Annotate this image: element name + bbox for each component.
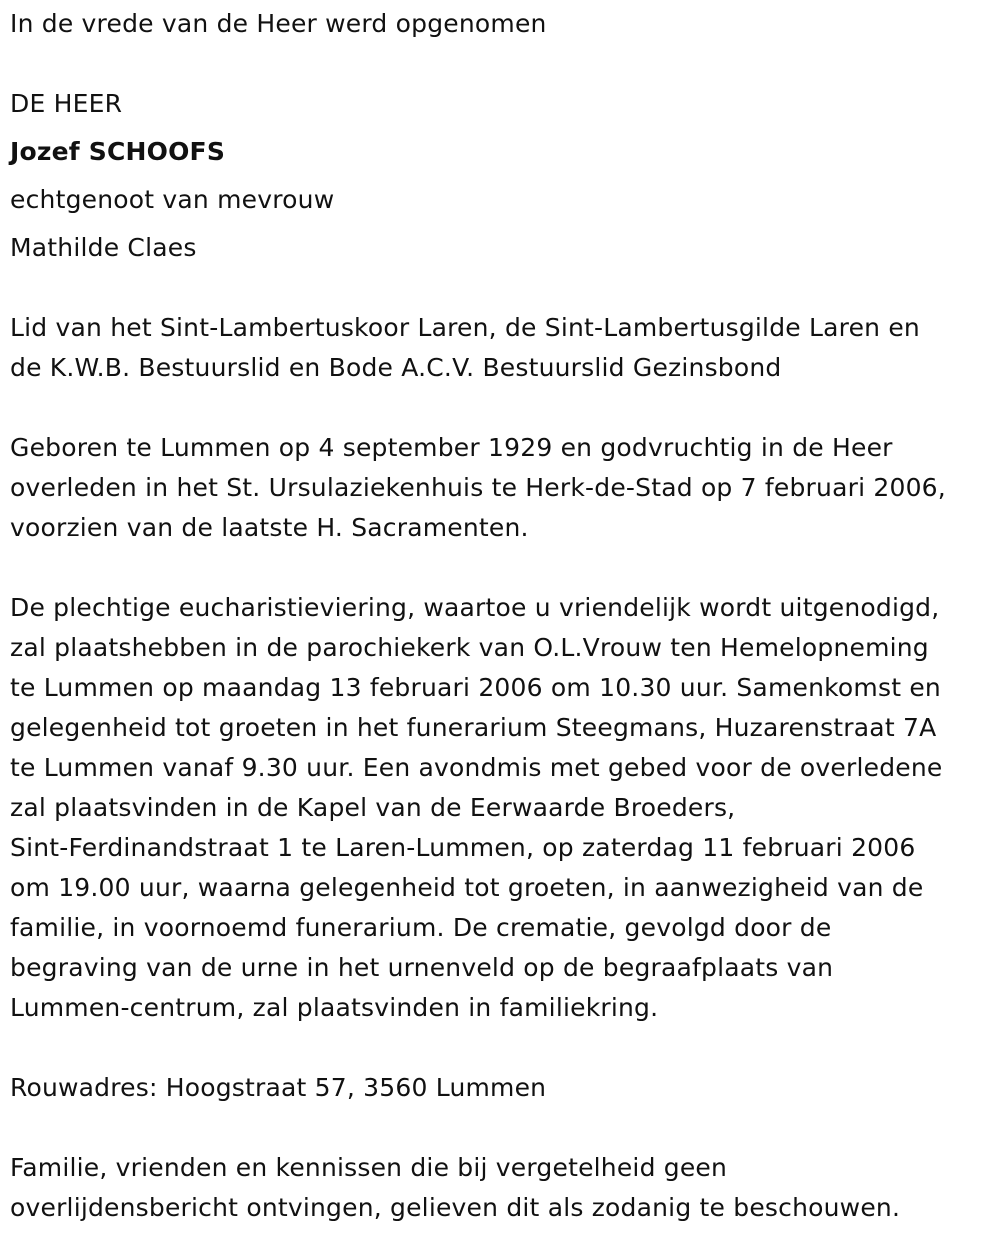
ceremony-line: zal plaatshebben in de parochiekerk van O.L.Vrouw ten Hemelopneming: [10, 633, 929, 662]
spouse-name: Mathilde Claes: [10, 233, 197, 262]
spouse-relation: echtgenoot van mevrouw: [10, 185, 335, 214]
ceremony-line: begraving van de urne in het urnenveld op de begraafplaats van: [10, 953, 834, 982]
ceremony-line: gelegenheid tot groeten in het funerarium Steegmans, Huzarenstraat 7A: [10, 713, 937, 742]
ceremony-line: Lummen-centrum, zal plaatsvinden in familiekring.: [10, 993, 659, 1022]
deceased-name: Jozef SCHOOFS: [10, 137, 226, 166]
title-prefix: DE HEER: [10, 89, 123, 118]
notice-heading: In de vrede van de Heer werd opgenomen: [10, 9, 547, 38]
ceremony-line: De plechtige eucharistieviering, waartoe u vriendelijk wordt uitgenodigd,: [10, 593, 940, 622]
ceremony-line: te Lummen vanaf 9.30 uur. Een avondmis met gebed voor de overledene: [10, 753, 943, 782]
memberships-line: de K.W.B. Bestuurslid en Bode A.C.V. Bestuurslid Gezinsbond: [10, 353, 782, 382]
birth-death-line: overleden in het St. Ursulaziekenhuis te Herk-de-Stad op 7 februari 2006,: [10, 473, 946, 502]
ceremony-line: om 19.00 uur, waarna gelegenheid tot groeten, in aanwezigheid van de: [10, 873, 924, 902]
ceremony-line: te Lummen op maandag 13 februari 2006 om 10.30 uur. Samenkomst en: [10, 673, 941, 702]
closing-line: Familie, vrienden en kennissen die bij vergetelheid geen: [10, 1153, 728, 1182]
ceremony-line: zal plaatsvinden in de Kapel van de Eerwaarde Broeders,: [10, 793, 736, 822]
birth-death-line: voorzien van de laatste H. Sacramenten.: [10, 513, 529, 542]
birth-death-line: Geboren te Lummen op 4 september 1929 en godvruchtig in de Heer: [10, 433, 893, 462]
memberships-line: Lid van het Sint-Lambertuskoor Laren, de Sint-Lambertusgilde Laren en: [10, 313, 920, 342]
ceremony-line: Sint-Ferdinandstraat 1 te Laren-Lummen, op zaterdag 11 februari 2006: [10, 833, 916, 862]
closing-line: overlijdensbericht ontvingen, gelieven dit als zodanig te beschouwen.: [10, 1193, 901, 1222]
ceremony-line: familie, in voornoemd funerarium. De crematie, gevolgd door de: [10, 913, 832, 942]
mourning-address: Rouwadres: Hoogstraat 57, 3560 Lummen: [10, 1073, 547, 1102]
